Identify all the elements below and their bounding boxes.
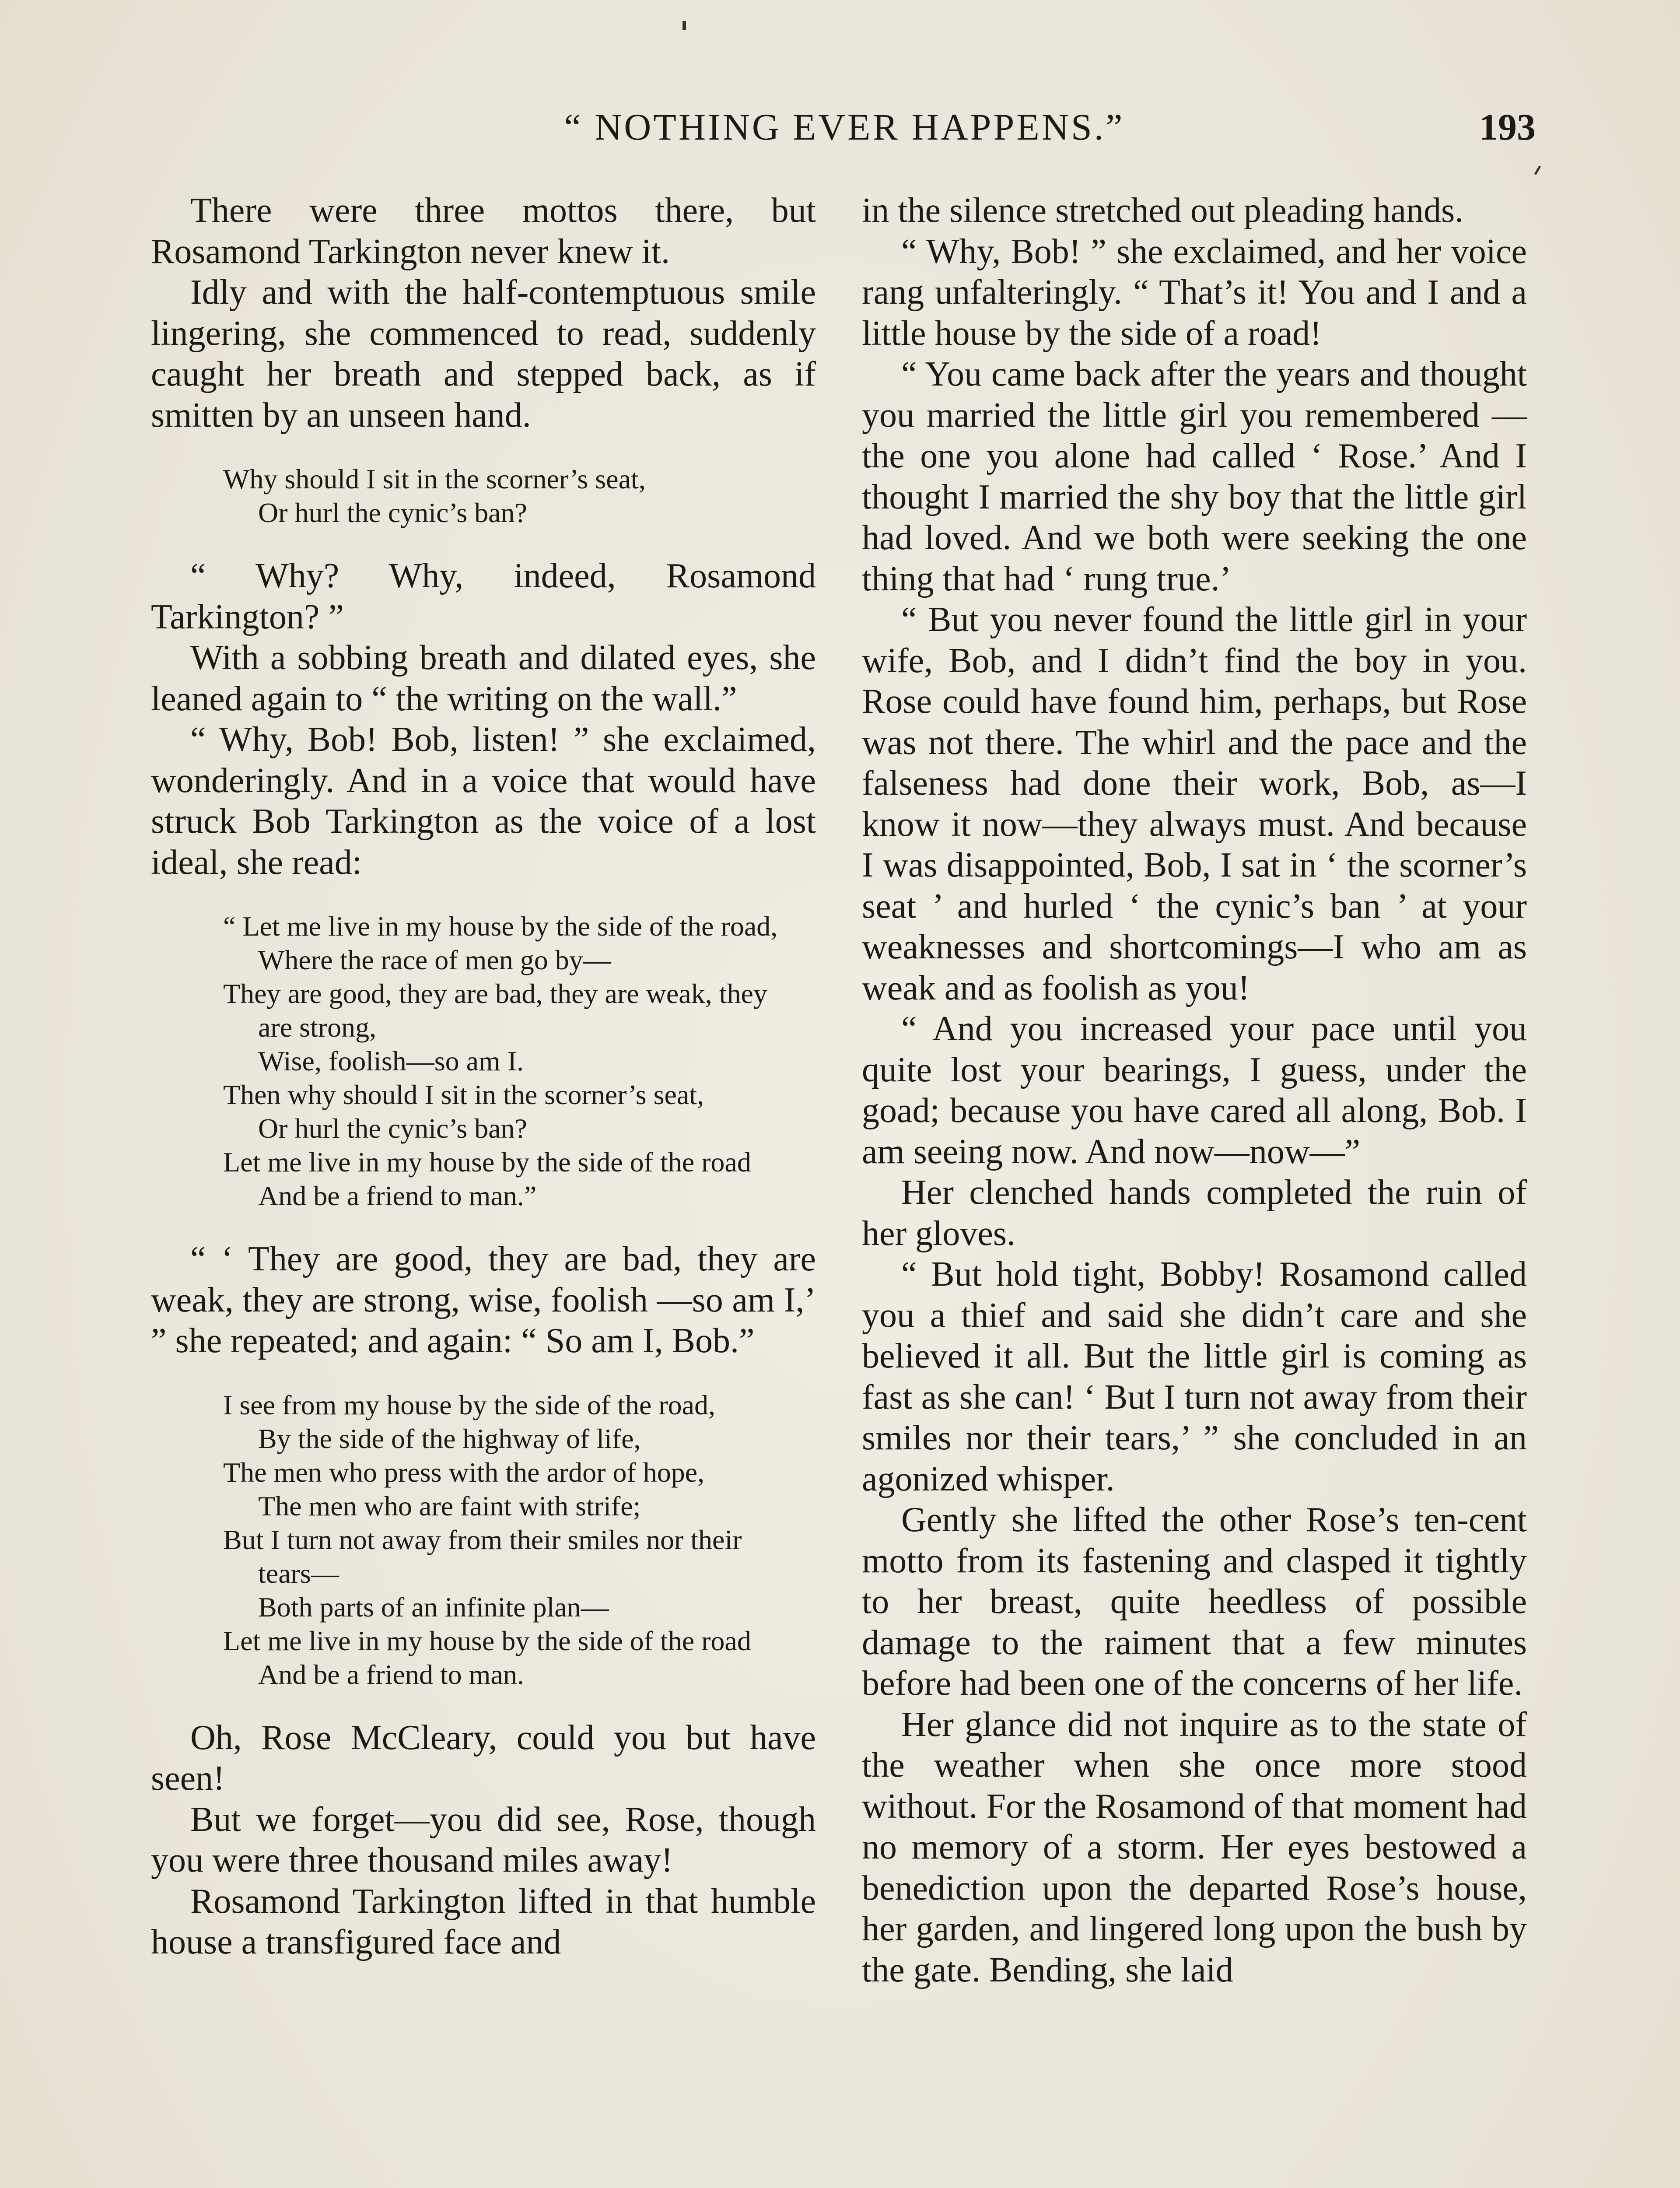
paragraph: But we forget—you did see, Rose, though you were three thousand miles away! [151,1800,816,1879]
verse-block [188,1388,792,1691]
running-title: “ NOTHING EVER HAPPENS.” [564,106,1125,148]
right-column [862,190,1527,1991]
verse-spacer [151,1213,816,1239]
verse-line: Or hurl the cynic’s ban? [258,1113,527,1144]
verse-line: And be a friend to man. [258,1659,524,1690]
verse-line: Let me live in my house by the side of the road [223,1625,751,1656]
verse-line: But I turn not away from their smiles nor their tears— [223,1524,742,1589]
paragraph: “ But you never found the little girl in your wife, Bob, and I didn’t find the boy in you. Rose could have found him, perhaps, but Rose was not there. The whirl and the pace and the falseness had done their work, Bob, as—I know it now—they always must. And because I was disappointed, Bob, I sat in ‘ the scorner’s seat ’ and hurled ‘ the cynic’s ban ’ at your weaknesses and shortcomings—I who am as weak and as foolish as you! [862,600,1527,1007]
paragraph: “ And you increased your pace until you quite lost your bearings, I guess, under the goad; because you have cared all along, Bob. I am seeing now. And now—now—” [862,1010,1527,1171]
page-header [0,105,1680,153]
verse-line: Or hurl the cynic’s ban? [258,497,527,528]
verse-line: Both parts of an infinite plan— [258,1591,609,1623]
verse-line: And be a friend to man.” [258,1180,537,1211]
paragraph: “ But hold tight, Bobby! Rosamond called you a thief and said she didn’t care and she believed it all. But the little girl is coming as fast as she can! ‘ But I turn not away from their smiles nor their tears,’ ” she concluded in an agonized whisper. [862,1255,1527,1498]
verse-line: Where the race of men go by— [258,944,611,975]
verse-line: They are good, they are bad, they are weak, they are strong, [223,978,767,1043]
verse-line: Wise, foolish—so am I. [258,1045,524,1076]
verse-block [188,462,792,529]
paragraph: Idly and with the half-contemptuous smile lingering, she commenced to read, suddenly caught her breath and stepped back, as if smitten by an unseen hand. [151,273,816,435]
verse-line: Why should I sit in the scorner’s seat, [223,463,646,494]
verse-line: By the side of the highway of life, [258,1423,641,1454]
paragraph: “ ‘ They are good, they are bad, they are weak, they are strong, wise, foolish —so am I,’ ” she repeated; and again: “ So am I, Bob.” [151,1240,816,1360]
paragraph: Her clenched hands completed the ruin of her gloves. [862,1173,1527,1253]
verse-line: I see from my house by the side of the road, [223,1389,716,1420]
verse-line: Then why should I sit in the scorner’s seat, [223,1079,704,1110]
paragraph: “ Why, Bob! Bob, listen! ” she exclaimed, wonderingly. And in a voice that would have struck Bob Tarkington as the voice of a lost ideal, she read: [151,720,816,882]
paragraph: in the silence stretched out pleading hands. [862,191,1464,230]
verse-line: The men who press with the ardor of hope, [223,1456,705,1488]
page-number: 193 [1479,106,1536,148]
verse-spacer [151,1691,816,1718]
paragraph: Gently she lifted the other Rose’s ten-cent motto from its fastening and clasped it tightly to her breast, quite heedless of possible damage to the raiment that a few minutes before had been one of the concerns of her life. [862,1501,1527,1703]
left-column [151,190,816,1963]
paragraph: “ Why? Why, indeed, Rosamond Tarkington? ” [151,557,816,636]
paragraph: Oh, Rose McCleary, could you but have seen! [151,1718,816,1798]
verse-line: Let me live in my house by the side of the road [223,1147,751,1178]
print-mark [682,21,686,30]
verse-spacer [151,529,816,556]
verse-line: “ Let me live in my house by the side of the road, [223,911,778,942]
verse-spacer [151,883,816,909]
verse-spacer [151,1362,816,1388]
paragraph: “ You came back after the years and thought you married the little girl you remembered — the one you alone had called ‘ Rose.’ And I thought I married the shy boy that the little girl had loved. And we both were seeking the one thing that had ‘ rung true.’ [862,355,1527,598]
verse-spacer [151,436,816,462]
paragraph: Rosamond Tarkington lifted in that humble house a transfigured face and [151,1882,816,1961]
paragraph: Her glance did not inquire as to the state of the weather when she once more stood without. For the Rosamond of that moment had no memory of a storm. Her eyes bestowed a benediction upon the departed Rose’s house, her garden, and lingered long upon the bush by the gate. Bending, she laid [862,1705,1527,1989]
paragraph: With a sobbing breath and dilated eyes, she leaned again to “ the writing on the wall.” [151,638,816,718]
paragraph: “ Why, Bob! ” she exclaimed, and her voice rang unfalteringly. “ That’s it! You and I and a little house by the side of a road! [862,232,1527,353]
verse-block [188,909,792,1213]
print-mark [1534,165,1541,175]
paragraph: There were three mottos there, but Rosamond Tarkington never knew it. [151,191,816,271]
verse-line: The men who are faint with strife; [258,1490,641,1522]
